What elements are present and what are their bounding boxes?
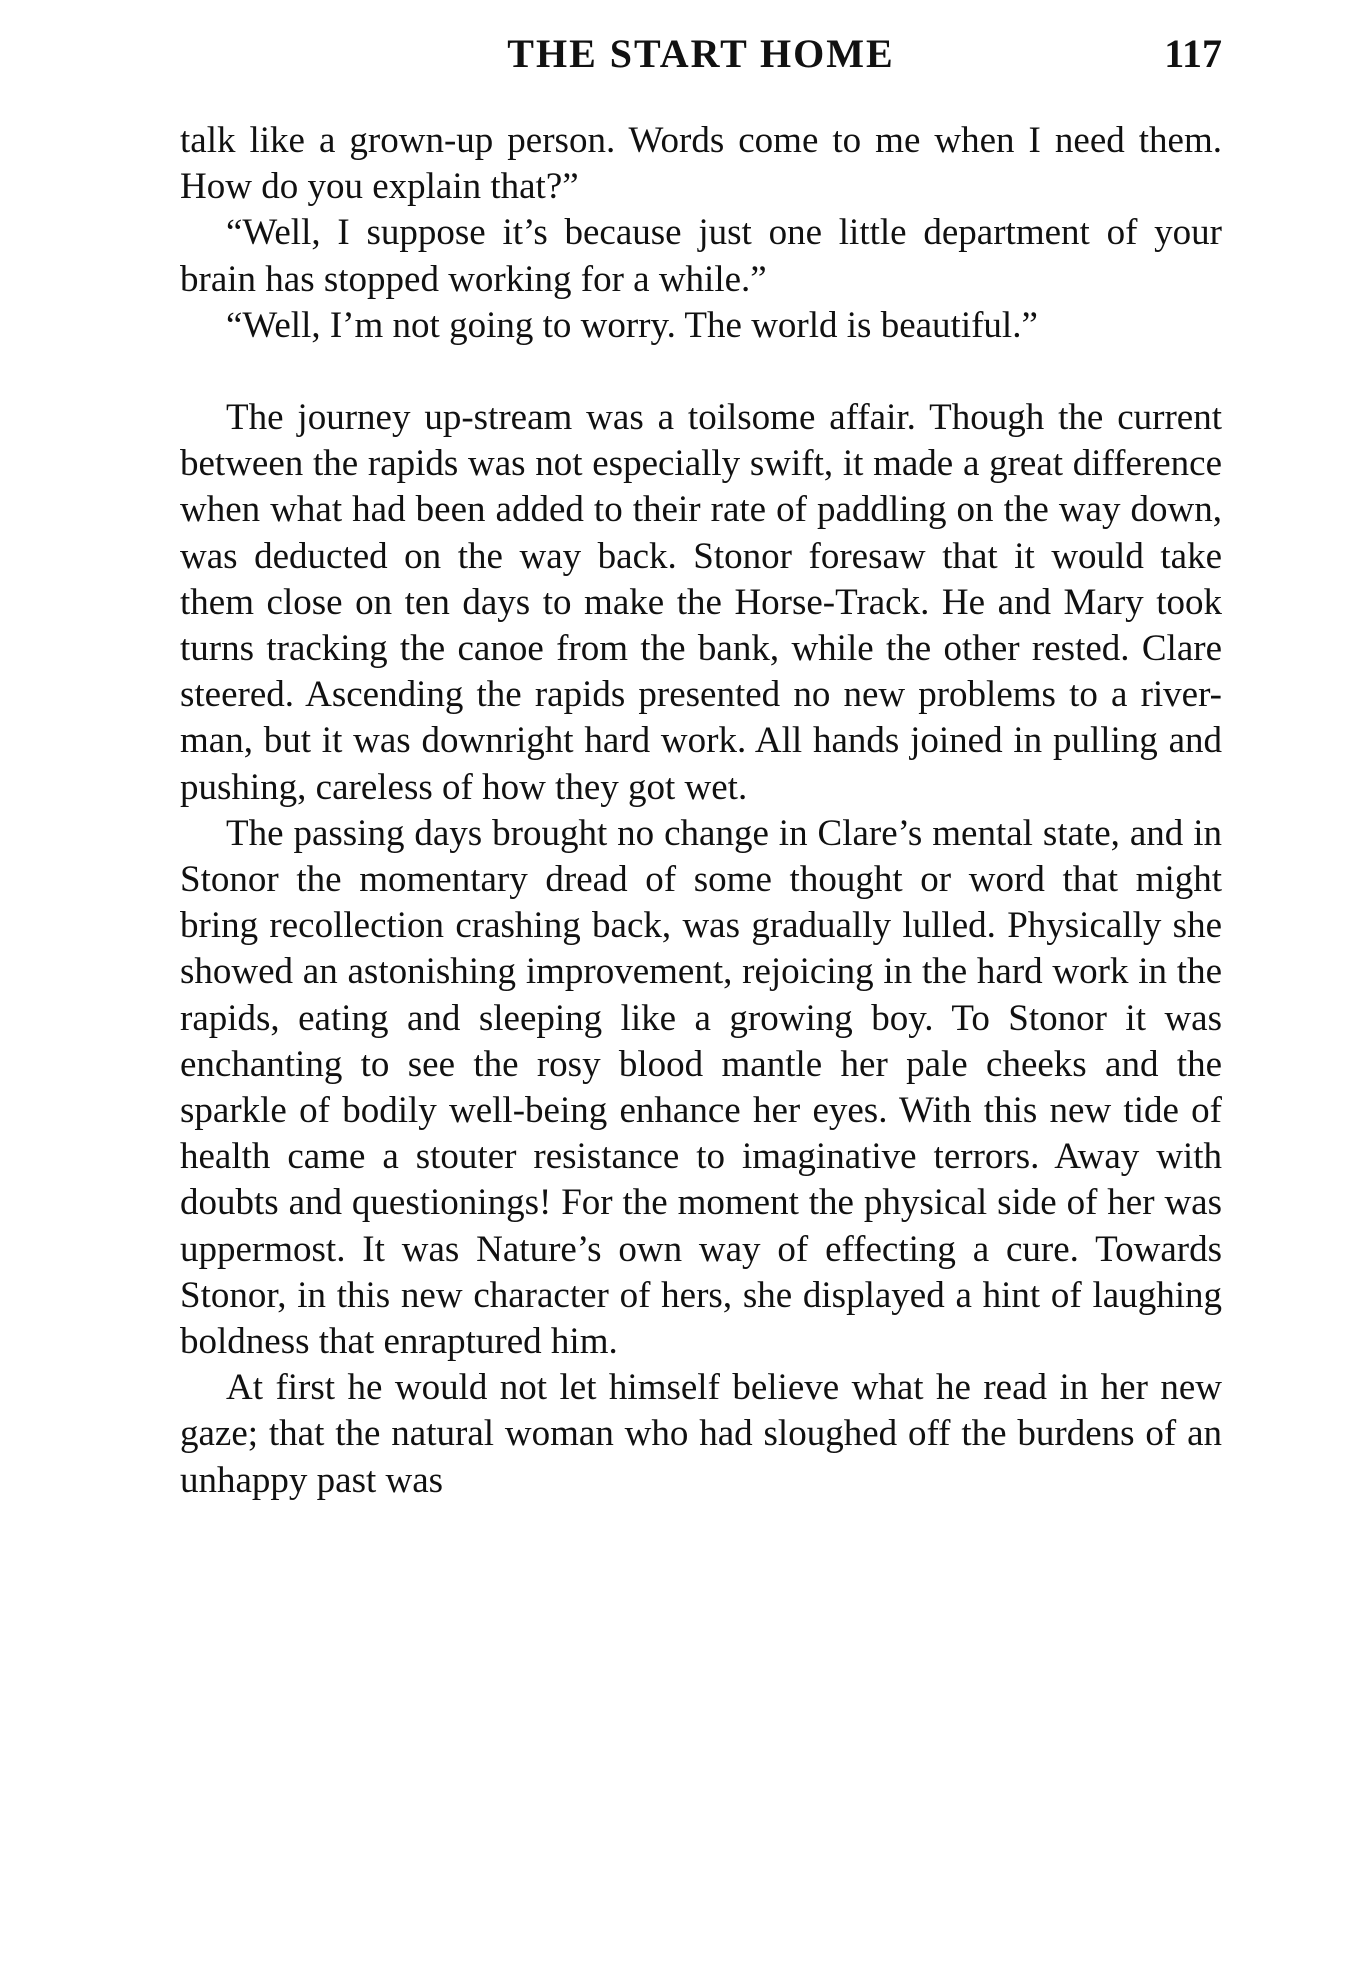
page-number: 117 <box>1164 31 1222 76</box>
paragraph-passing-days: The passing days brought no change in Clare’s mental state, and in Stonor the momentary dread of some thought or word that might bring recollection crashing back, was gradually lulled. Physically she showed an astonishing improvement, rejoicing in the hard work in the rapids, eating and sleeping like a growing boy. To Stonor it was enchanting to see the rosy blood mantle her pale cheeks and the sparkle of bodily well-being enhance her eyes. With this new tide of health came a stouter resistance to imaginative terrors. Away with doubts and questionings! For the moment the physical side of her was uppermost. It was Nature’s own way of effecting a cure. Towards Stonor, in this new character of hers, she displayed a hint of laughing boldness that enraptured him. <box>180 812 1222 1363</box>
running-title: THE START HOME <box>507 31 895 76</box>
paragraph-journey: The journey up-stream was a toilsome affair. Though the current between the rapids was not especially swift, it made a great difference when what had been added to their rate of paddling on the way down, was deducted on the way back. Stonor foresaw that it would take them close on ten days to make the Horse-Track. He and Mary took turns tracking the canoe from the bank, while the other rested. Clare steered. Ascending the rapids presented no new problems to a river-man, but it was downright hard work. All hands joined in pulling and pushing, careless of how they got wet. <box>180 397 1222 808</box>
body-text <box>180 118 1222 1504</box>
paragraph-dialogue-1: “Well, I suppose it’s because just one little department of your brain has stopped working for a while.” <box>180 212 1222 300</box>
paragraph-at-first: At first he would not let himself believe what he read in her new gaze; that the natural woman who had sloughed off the burdens of an unhappy past was <box>180 1367 1222 1501</box>
running-head <box>180 26 1222 82</box>
paragraph-dialogue-2: “Well, I’m not going to worry. The world is beautiful.” <box>226 304 1038 346</box>
section-break <box>180 349 1222 395</box>
paragraph-continuation: talk like a grown-up person. Words come to me when I need them. How do you explain that?” <box>180 120 1222 208</box>
